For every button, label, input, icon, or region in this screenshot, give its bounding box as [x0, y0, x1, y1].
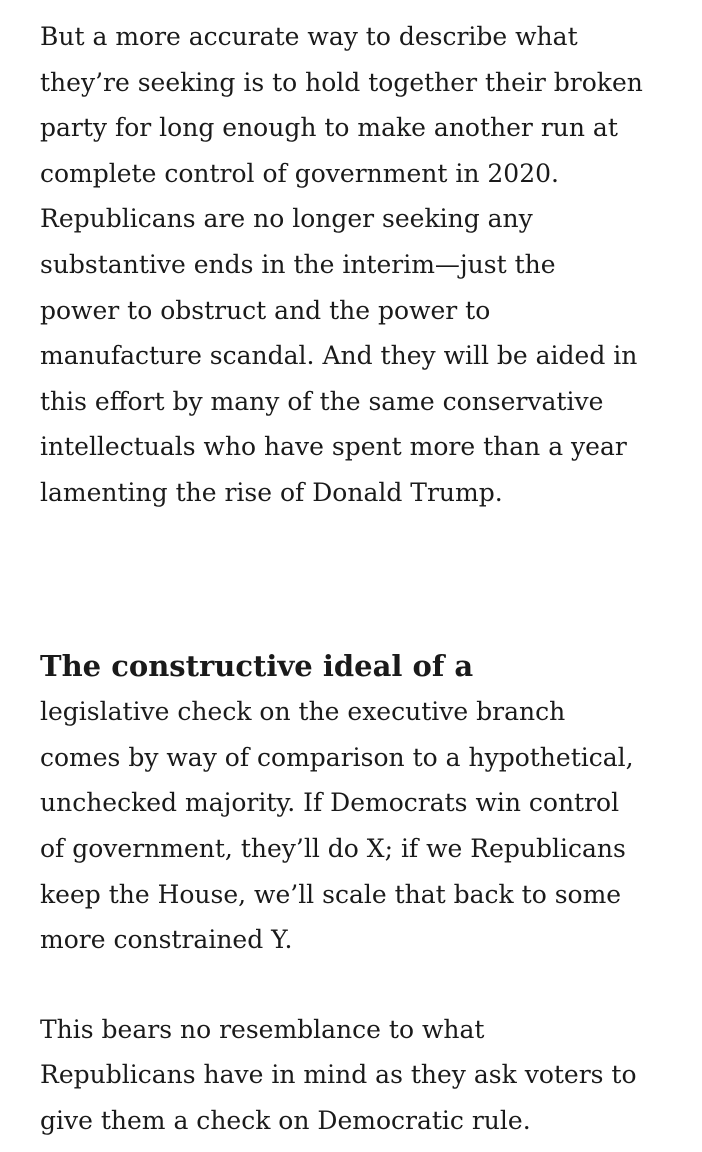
- text-line: legislative check on the executive branch: [40, 697, 566, 727]
- text-line: lamenting the rise of Donald Trump.: [40, 477, 503, 507]
- text-line: keep the House, we’ll scale that back to some: [40, 879, 622, 909]
- text-line: they’re seeking is to hold together their broken: [40, 67, 643, 97]
- text-line: substantive ends in the interim—just the: [40, 249, 556, 279]
- text-line: Republicans have in mind as they ask voters to: [40, 1060, 637, 1090]
- paragraph-gap: [40, 963, 680, 1007]
- paragraph-1: [40, 14, 680, 516]
- text-line: intellectuals who have spent more than a year: [40, 432, 627, 462]
- section-lead-in: The constructive ideal of a: [40, 648, 474, 683]
- text-line: Republicans are no longer seeking any: [40, 204, 533, 234]
- text-line: power to obstruct and the power to: [40, 295, 491, 325]
- text-line: more constrained Y.: [40, 925, 293, 955]
- article-body: [40, 14, 680, 1143]
- text-line: This bears no resemblance to what: [40, 1014, 485, 1044]
- paragraph-3: [40, 1007, 680, 1144]
- text-line: comes by way of comparison to a hypothetical,: [40, 742, 634, 772]
- section-gap: [40, 516, 680, 644]
- text-line: manufacture scandal. And they will be aided in: [40, 341, 638, 371]
- text-line: this effort by many of the same conservative: [40, 386, 604, 416]
- text-line: give them a check on Democratic rule.: [40, 1105, 531, 1135]
- text-line: party for long enough to make another run at: [40, 113, 618, 143]
- text-line: complete control of government in 2020.: [40, 158, 559, 188]
- text-line: But a more accurate way to describe what: [40, 22, 578, 51]
- text-line: of government, they’ll do X; if we Republicans: [40, 833, 626, 863]
- text-line: unchecked majority. If Democrats win control: [40, 788, 620, 818]
- paragraph-2: [40, 644, 680, 963]
